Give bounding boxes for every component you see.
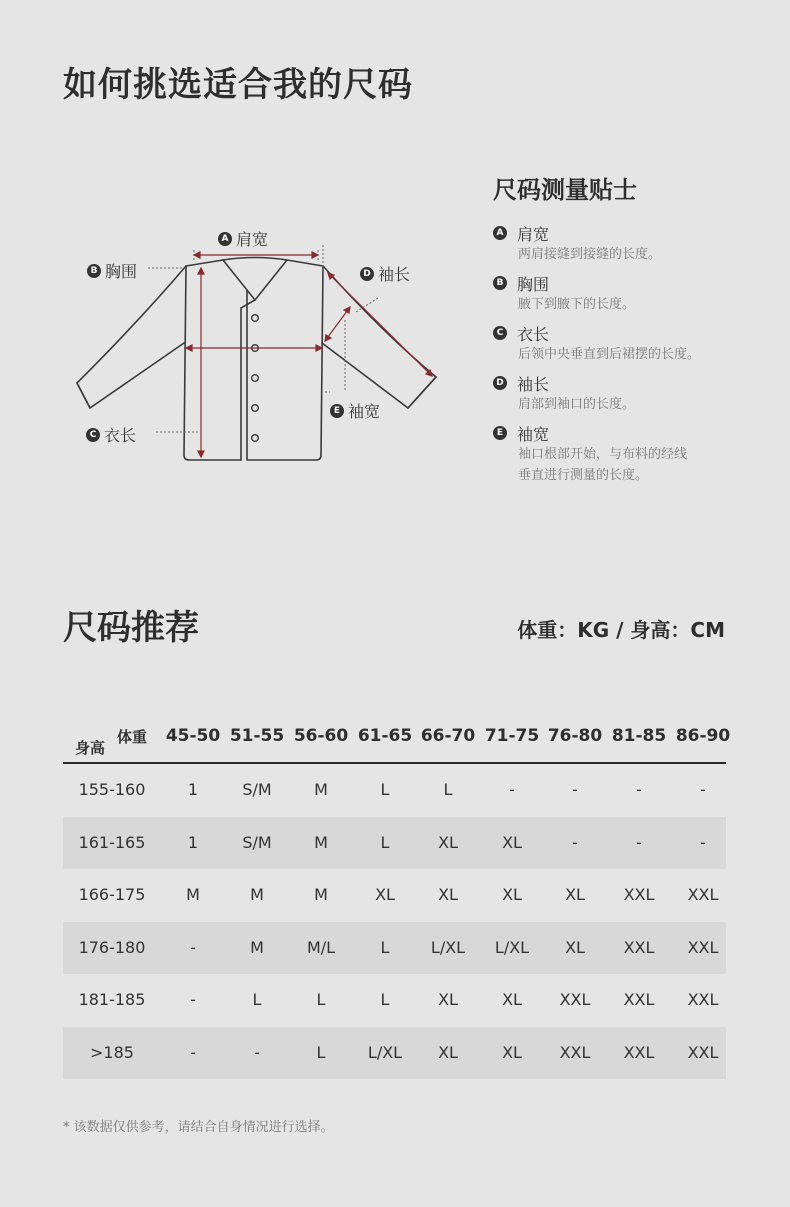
- tip-desc: 腋下到腋下的长度。: [518, 297, 636, 312]
- size-cell: XL: [502, 832, 522, 852]
- size-table: [63, 712, 731, 1079]
- tip-name: 胸围: [517, 274, 550, 294]
- size-cell: M: [250, 885, 264, 904]
- badge-d: D: [493, 376, 507, 390]
- size-cell: XXL: [623, 990, 655, 1009]
- size-cell: XXL: [687, 990, 719, 1009]
- badge-d: D: [360, 267, 374, 281]
- size-cell: XXL: [623, 885, 655, 904]
- size-cell: XL: [565, 937, 585, 957]
- badge-a: A: [218, 232, 232, 246]
- size-cell: L/XL: [430, 937, 466, 957]
- jacket-illustration: [60, 200, 480, 500]
- table-row: [63, 974, 726, 1027]
- tip-desc: 两肩接缝到接缝的长度。: [518, 247, 662, 262]
- size-cell: -: [509, 780, 515, 799]
- size-cell: -: [572, 832, 578, 852]
- tip-item: [493, 322, 783, 365]
- size-cell: M: [314, 832, 328, 852]
- tip-desc: 袖口根部开始，与布料的经线: [518, 447, 688, 462]
- tip-name: 肩宽: [517, 224, 550, 244]
- size-cell: XXL: [623, 1042, 655, 1062]
- badge-b: B: [87, 264, 101, 278]
- size-cell: M: [314, 780, 328, 799]
- tip-desc-cont: 垂直进行测量的长度。: [518, 468, 649, 483]
- size-cell: XXL: [559, 1042, 591, 1062]
- weight-col-header: 86-90: [675, 726, 731, 746]
- table-row: [63, 922, 726, 975]
- size-cell: S/M: [242, 780, 272, 799]
- height-cell: 181-185: [78, 990, 146, 1009]
- tips-title: 尺码测量贴士: [493, 176, 637, 204]
- table-header: [63, 712, 731, 764]
- size-cell: M: [250, 937, 264, 957]
- size-cell: XL: [375, 885, 395, 904]
- page-title: 如何挑选适合我的尺码: [63, 65, 413, 105]
- badge-b: B: [493, 276, 507, 290]
- badge-c: C: [86, 428, 100, 442]
- label-sleeve-length: D 袖长: [360, 262, 410, 285]
- size-cell: XXL: [687, 1042, 719, 1062]
- table-row: [63, 817, 726, 870]
- table-body: [63, 764, 726, 1079]
- label-length: C 衣长: [86, 423, 136, 446]
- size-cell: XL: [502, 990, 522, 1009]
- footnote: * 该数据仅供参考，请结合自身情况进行选择。: [63, 1120, 334, 1135]
- weight-col-header: 61-65: [357, 726, 413, 746]
- weight-col-header: 76-80: [547, 726, 603, 746]
- size-cell: L: [380, 990, 390, 1009]
- size-cell: L/XL: [494, 937, 530, 957]
- section-title: 尺码推荐: [63, 608, 199, 648]
- tips-list: [493, 222, 783, 493]
- tip-item: [493, 222, 783, 265]
- size-cell: M: [186, 885, 200, 904]
- size-cell: L: [316, 990, 326, 1009]
- weight-col-header: 71-75: [484, 726, 540, 746]
- size-cell: XL: [502, 1042, 522, 1062]
- tip-item: [493, 372, 783, 415]
- size-cell: XL: [438, 1042, 458, 1062]
- size-cell: XL: [502, 885, 522, 904]
- size-cell: XL: [438, 832, 458, 852]
- label-chest: B 胸围: [87, 259, 137, 282]
- tip-item: [493, 272, 783, 315]
- badge-a: A: [493, 226, 507, 240]
- size-cell: -: [700, 832, 706, 852]
- size-cell: M/L: [306, 937, 336, 957]
- size-cell: XL: [438, 885, 458, 904]
- size-cell: L: [443, 780, 453, 799]
- garment-diagram: [60, 200, 480, 500]
- height-cell: 176-180: [78, 937, 146, 957]
- tip-name: 袖宽: [517, 424, 550, 444]
- badge-e: E: [493, 426, 507, 440]
- weight-col-header: 51-55: [229, 726, 285, 746]
- size-cell: XXL: [623, 937, 655, 957]
- size-cell: -: [636, 780, 642, 799]
- size-cell: -: [190, 937, 196, 957]
- tip-item: [493, 422, 783, 486]
- tip-name: 袖长: [517, 374, 550, 394]
- size-cell: L: [380, 832, 390, 852]
- weight-col-header: 81-85: [611, 726, 667, 746]
- size-cell: -: [700, 780, 706, 799]
- badge-e: E: [330, 404, 344, 418]
- size-cell: S/M: [242, 832, 272, 852]
- corner-weight: 体重: [117, 728, 148, 746]
- label-shoulder-width: A 肩宽: [218, 227, 268, 250]
- size-cell: L: [380, 937, 390, 957]
- size-cell: XL: [438, 990, 458, 1009]
- height-cell: 161-165: [78, 832, 146, 852]
- units-label: 体重：KG / 身高：CM: [517, 618, 725, 642]
- size-cell: L: [316, 1042, 326, 1062]
- weight-col-header: 56-60: [293, 726, 349, 746]
- table-row: [63, 869, 726, 922]
- height-cell: 166-175: [78, 885, 146, 904]
- weight-col-header: 66-70: [420, 726, 476, 746]
- size-cell: XXL: [559, 990, 591, 1009]
- height-cell: >185: [90, 1042, 134, 1062]
- size-cell: XXL: [687, 885, 719, 904]
- size-cell: -: [190, 990, 196, 1009]
- tip-name: 衣长: [517, 324, 550, 344]
- table-row: [63, 1027, 726, 1080]
- size-cell: 1: [187, 780, 199, 799]
- size-cell: L: [380, 780, 390, 799]
- size-cell: -: [190, 1042, 196, 1062]
- size-cell: -: [572, 780, 578, 799]
- size-cell: 1: [187, 832, 199, 852]
- size-cell: XL: [565, 885, 585, 904]
- tip-desc: 后领中央垂直到后裙摆的长度。: [518, 347, 701, 362]
- tip-desc: 肩部到袖口的长度。: [518, 397, 636, 412]
- weight-col-header: 45-50: [165, 726, 221, 746]
- size-cell: -: [636, 832, 642, 852]
- size-cell: XXL: [687, 937, 719, 957]
- height-cell: 155-160: [78, 780, 146, 799]
- badge-c: C: [493, 326, 507, 340]
- corner-height: 身高: [75, 739, 106, 757]
- table-row: [63, 764, 726, 817]
- label-sleeve-width: E 袖宽: [330, 399, 380, 422]
- size-cell: L/XL: [367, 1042, 403, 1062]
- size-cell: L: [252, 990, 262, 1009]
- size-cell: M: [314, 885, 328, 904]
- size-cell: -: [254, 1042, 260, 1062]
